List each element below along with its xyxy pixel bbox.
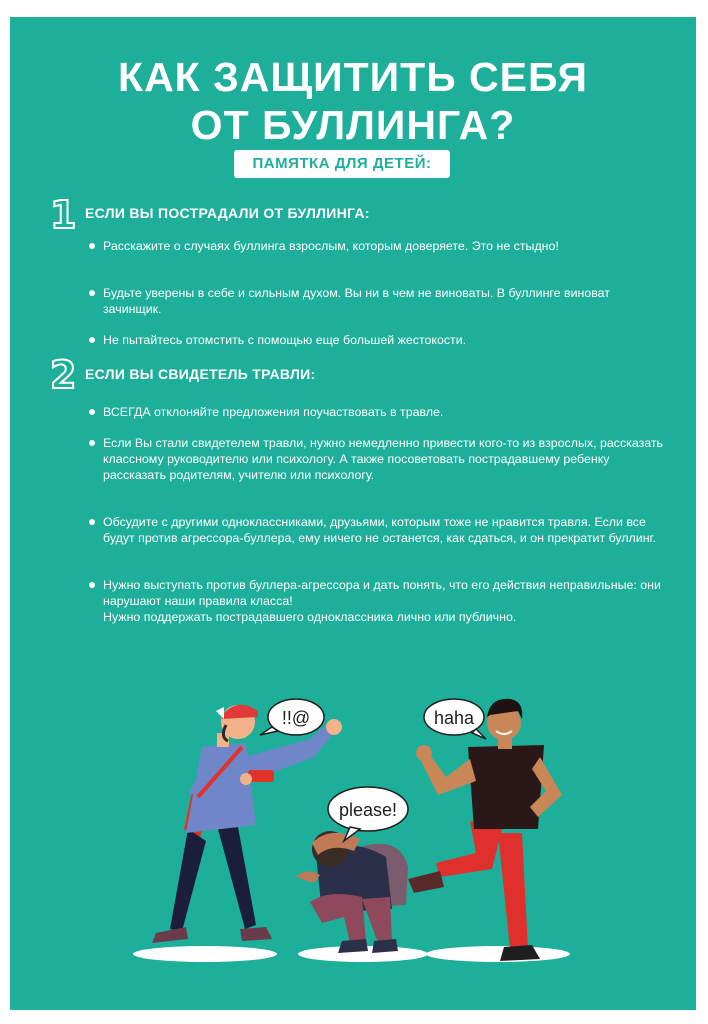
speech-bubble-right — [424, 699, 486, 739]
section-1-heading: ЕСЛИ ВЫ ПОСТРАДАЛИ ОТ БУЛЛИНГА: — [85, 205, 370, 221]
section-1-item-3: Не пытайтесь отомстить с помощью еще большей жестокости. — [103, 332, 663, 348]
section-1-item-1: Расскажите о случаях буллинга взрослым, которым доверяете. Это не стыдно! — [103, 238, 663, 254]
section-2-item-1: ВСЕГДА отклоняйте предложения поучаствовать в травле. — [103, 404, 663, 420]
speech-bubble-right-text: haha — [433, 708, 475, 728]
center-character — [296, 831, 408, 953]
ground-shadow-right — [426, 946, 570, 962]
section-1-number: 1 — [50, 193, 77, 237]
speech-bubble-center — [328, 787, 408, 841]
ground-shadow-left — [133, 946, 277, 962]
section-1-item-2: Будьте уверены в себе и сильным духом. Вы ни в чем не виноваты. В буллинге виноват зачинщик. — [103, 285, 663, 317]
section-2-number: 2 — [50, 353, 77, 397]
speech-bubble-left-text: !!@ — [281, 708, 311, 728]
section-2-item-3: Обсудите с другими одноклассниками, друзьями, которым тоже не нравится травля. Если все будут против агрессора-буллера, ему ничего не останется, как сдаться, и он прекратит буллинг. — [103, 514, 663, 546]
bullying-illustration — [10, 17, 696, 1010]
speech-bubble-center-text: please! — [338, 800, 398, 820]
section-2-heading: ЕСЛИ ВЫ СВИДЕТЕЛЬ ТРАВЛИ: — [85, 366, 316, 382]
poster-title-line-1: КАК ЗАЩИТИТЬ СЕБЯ — [118, 54, 588, 100]
speech-bubble-left — [260, 699, 324, 735]
section-2-item-2: Если Вы стали свидетелем травли, нужно немедленно привести кого-то из взрослых, рассказать классному руководителю или психологу. А также посоветовать пострадавшему ребенку рассказать родителям, учителю или психологу. — [103, 436, 664, 482]
poster-title-line-2: ОТ БУЛЛИНГА? — [190, 102, 516, 148]
memo-poster — [10, 17, 696, 1010]
section-2-item-4: Нужно выступать против буллера-агрессора и дать понять, что его действия неправильные: они нарушают наши правила класса! Нужно поддержать пострадавшего одноклассника лично или публично. — [103, 577, 663, 625]
subtitle-badge: ПАМЯТКА ДЛЯ ДЕТЕЙ: — [234, 150, 450, 178]
